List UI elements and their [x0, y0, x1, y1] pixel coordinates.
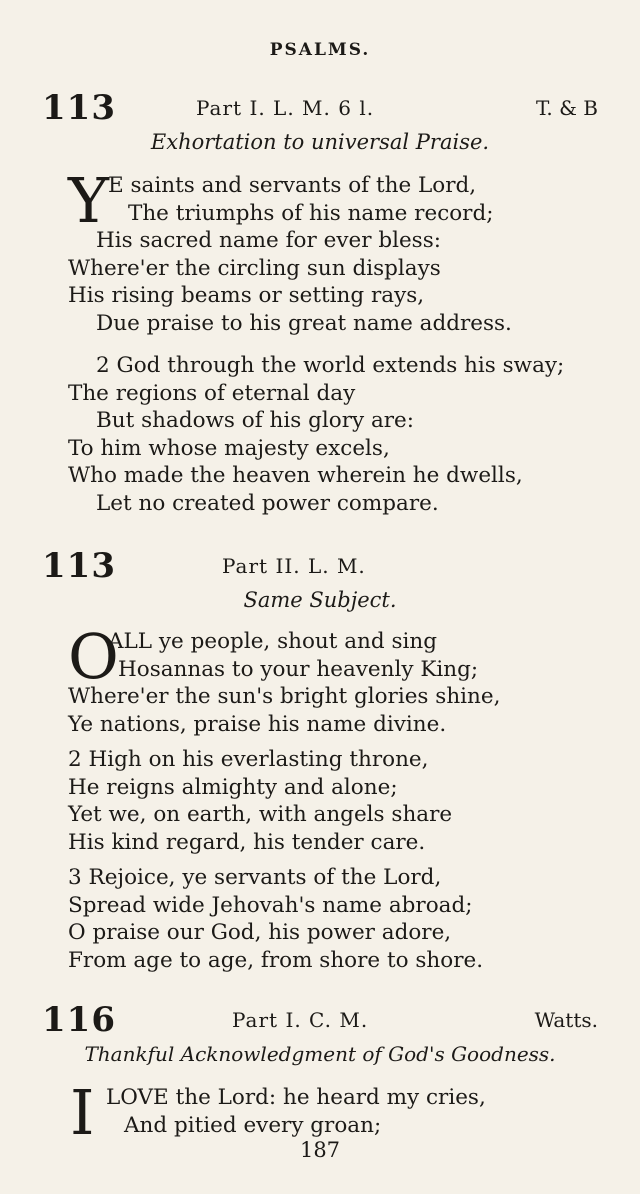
drop-cap: Y: [68, 164, 109, 237]
hymn-part-meter: Part I. C. M.: [232, 1008, 369, 1032]
verse-line: But shadows of his glory are:: [96, 408, 415, 434]
page-number: 187: [299, 1138, 341, 1162]
verse-line: Where'er the sun's bright glories shine,: [68, 684, 501, 710]
verse-line: His kind regard, his tender care.: [68, 829, 426, 855]
verse-line: To him whose majesty excels,: [68, 435, 390, 461]
verse-line: O ALL ye people, shout and sing: [68, 620, 438, 693]
hymn-number: 116: [42, 1000, 116, 1040]
verse-line: The regions of eternal day: [68, 380, 356, 406]
verse: [68, 864, 628, 974]
verse-line: Where'er the circling sun displays: [68, 255, 441, 281]
verse-line: Y E saints and servants of the Lord,: [68, 164, 477, 237]
verse: [68, 620, 628, 738]
verse-line: He reigns almighty and alone;: [68, 774, 398, 800]
verse-line: 2 High on his everlasting throne,: [68, 747, 429, 772]
verse-line: 3 Rejoice, ye servants of the Lord,: [68, 865, 442, 890]
drop-cap: O: [68, 620, 119, 693]
hymn-number: 113: [42, 88, 116, 128]
hymn-number: 113: [42, 546, 116, 586]
verse-line: Due praise to his great name address.: [96, 310, 512, 336]
drop-cap: I: [70, 1076, 95, 1149]
verse-line: Spread wide Jehovah's name abroad;: [68, 892, 473, 918]
hymn-header: [0, 88, 640, 128]
verse: [68, 746, 628, 856]
verse-line: His rising beams or setting rays,: [68, 283, 425, 309]
hymn-tune-name: Watts.: [534, 1008, 598, 1032]
verse: [68, 1076, 628, 1149]
verse: [68, 164, 628, 338]
running-head: PSALMS.: [269, 40, 371, 60]
hymn-subject: Thankful Acknowledgment of God's Goodness.: [84, 1042, 556, 1066]
hymn-part-meter: Part II. L. M.: [222, 554, 366, 578]
hymn-subject: Same Subject.: [243, 588, 397, 612]
verse-line: The triumphs of his name record;: [128, 200, 494, 226]
verse-line: And pitied every groan;: [124, 1112, 382, 1138]
hymn-part-meter: Part I. L. M. 6 l.: [196, 96, 375, 120]
verse-line: 2 God through the world extends his sway;: [96, 353, 565, 378]
hymn-header: [0, 546, 640, 586]
verse-line: I LOVE the Lord: he heard my cries,: [70, 1076, 486, 1149]
hymn-tune-name: T. & B: [536, 96, 598, 120]
verse-line: His sacred name for ever bless:: [96, 228, 441, 254]
verse-line: Who made the heaven wherein he dwells,: [68, 463, 523, 489]
verse-line: Hosannas to your heavenly King;: [118, 656, 479, 682]
verse-line: O praise our God, his power adore,: [68, 920, 452, 946]
hymn-subject: Exhortation to universal Praise.: [150, 130, 490, 154]
verse-line: Let no created power compare.: [96, 490, 439, 516]
verse-line: Ye nations, praise his name divine.: [68, 711, 447, 737]
hymn-header: [0, 1000, 640, 1040]
verse-line: Yet we, on earth, with angels share: [68, 802, 453, 828]
verse-line: From age to age, from shore to shore.: [68, 947, 484, 973]
verse: [68, 352, 628, 518]
